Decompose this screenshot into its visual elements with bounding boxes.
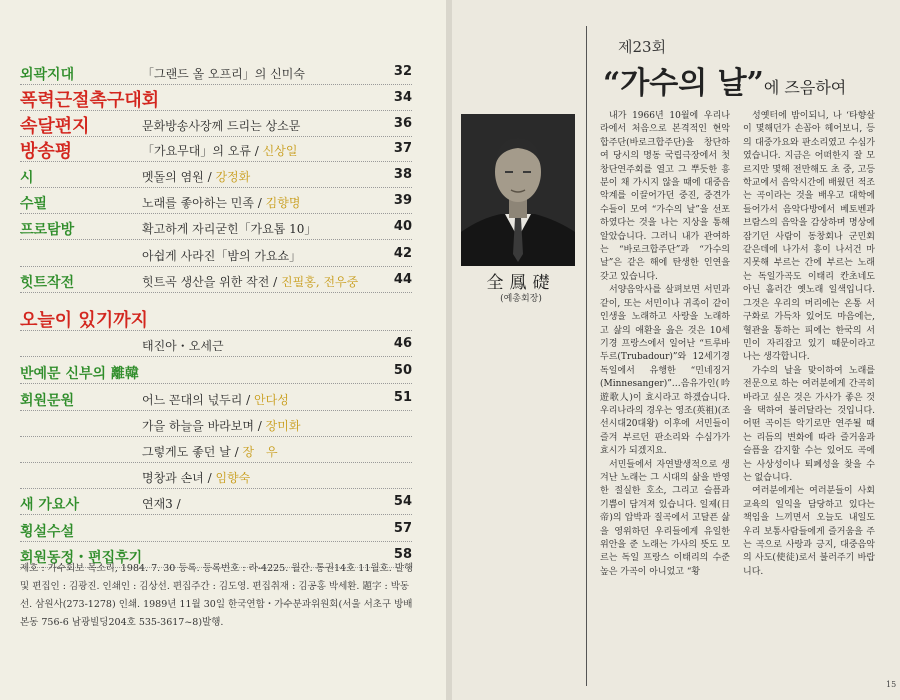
toc-author: 장 우 xyxy=(242,445,278,459)
toc-title-text: 연재3 / xyxy=(142,497,181,511)
toc-section: 힛트작전 xyxy=(20,275,75,291)
toc-title-text: 아쉽게 사라진「밤의 가요쇼」 xyxy=(142,249,302,263)
toc-divider xyxy=(20,110,412,111)
toc-divider xyxy=(20,462,412,463)
toc-title-text: 그렇게도 좋던 날 / xyxy=(142,445,243,459)
toc-title-text: 멧돌의 염원 / xyxy=(142,170,216,184)
portrait-illustration xyxy=(461,114,575,266)
toc-entry xyxy=(0,191,448,213)
toc-entry xyxy=(0,466,448,488)
toc-author: 김향명 xyxy=(265,196,301,210)
toc-title xyxy=(142,220,316,237)
toc-section: 횡설수설 xyxy=(20,524,75,540)
toc-page-number: 54 xyxy=(393,494,412,509)
toc-author: 신상일 xyxy=(262,144,298,158)
toc-entry xyxy=(0,114,448,136)
toc-title-text: 어느 꼰대의 넋두리 / xyxy=(142,393,255,407)
toc-page-number: 57 xyxy=(393,521,412,536)
toc-section: 수필 xyxy=(20,196,48,212)
toc-divider xyxy=(20,187,412,188)
toc-section: 시 xyxy=(20,170,34,186)
toc-page-number: 38 xyxy=(393,167,412,182)
toc-divider xyxy=(20,436,412,437)
article-paragraph: 서민들에서 자연발생적으로 생겨난 노래는 그 시대의 삶을 반영한 절실한 호소, 그리고 슬픔과 기쁨이 담겨져 있습니다. 일제(日帝)의 압박과 질곡에서 고달픈 삶을 영위하던 우리들에게 유일한 위안을 준 노래는 가사의 뜻도 모르는 독일 프랑스 이태리의 수준높은 가곡이 아니었고 “황 xyxy=(600,459,730,577)
toc-divider xyxy=(20,488,412,489)
toc-section: 새 가요사 xyxy=(20,497,79,513)
toc-entry xyxy=(0,217,448,239)
toc-page-number: 34 xyxy=(393,90,412,105)
toc-divider xyxy=(20,514,412,515)
toc-title xyxy=(142,247,301,264)
toc-page-number: 50 xyxy=(393,363,412,378)
toc-section: 외곽지대 xyxy=(20,67,75,83)
toc-title xyxy=(142,417,300,434)
article-column-1 xyxy=(600,110,730,690)
toc-divider xyxy=(20,136,412,137)
toc-title-text: 태진아・오세근 xyxy=(142,339,224,353)
toc-entry xyxy=(0,308,448,330)
toc-divider xyxy=(20,541,412,542)
toc-section: 방송평 xyxy=(20,141,73,162)
toc-page-number: 51 xyxy=(393,390,412,405)
portrait-photo xyxy=(461,114,575,266)
toc-title-text: 문화방송사장께 드리는 상소문 xyxy=(142,119,301,133)
toc-title xyxy=(142,443,278,460)
article-title-suffix: 에 즈음하여 xyxy=(763,78,847,97)
toc-entry xyxy=(0,414,448,436)
toc-divider xyxy=(20,161,412,162)
article-paragraph: 여러분에게는 여러분들이 사회교육의 일익을 담당하고 있다는 책임을 느끼면서 오늘도 내일도 우리 보통사람들에게 즐거움을 주는 곡으로 사랑과 긍지, 대중음악의 사도(使徒)로서 불러주기 바랍니다. xyxy=(743,486,875,577)
toc-divider xyxy=(20,410,412,411)
toc-entry xyxy=(0,88,448,110)
person-role: (예총회장) xyxy=(500,294,542,304)
toc-title-text: 「가요무대」의 오류 / xyxy=(142,144,263,158)
article-paragraph: 서양음악사를 살펴보면 서민과 같이, 또는 서민이나 귀족이 같이 인생을 노래하고 사랑을 노래하고 삶의 애환을 읊은 것은 10세기경 프랑스에서 일어난 “트루바두르(Trubadour)”와 12세기경 독일에서 유행한 “민네징거(Minnesanger)”…음유가인(吟遊歌人)이 효시라고 하겠습니다. 우리나라의 경우는 영조(英祖)(조선시대20대왕) 이후에 서민들이 즐겨 부르던 판소리와 수심가가 효시가 되겠지요. xyxy=(600,285,730,457)
toc-page-number: 42 xyxy=(393,246,412,261)
column-rule xyxy=(586,26,587,686)
toc-title xyxy=(142,273,358,290)
imprint-text: 제호 : 가수회보 목소리, 1984. 7. 30 등록. 등록번호 : 라-4225. 월간. 통권14호 11월호. 발행및 편집인 : 김광진. 인쇄인 : 김상선. 편집주간 : 김도영. 편집취재 : 김공홍 박세환. 題字 : 박동선. 삼원사(273-1278) 인쇄. 1989년 11월 30일 한국연합・가수분과위원회(서울 서초구 방배본동 756-6 남광빌딩204호 535-3617~8)발행. xyxy=(20,563,414,628)
toc-entry xyxy=(0,62,448,84)
toc-title xyxy=(142,337,224,354)
toc-title-text: 확고하게 자리굳힌「가요톱 10」 xyxy=(142,222,317,236)
toc-author: 안다성 xyxy=(254,393,289,407)
toc-section: 오늘이 있기까지 xyxy=(20,310,148,331)
article-paragraph: 내가 1966년 10월에 우리나라에서 처음으로 본격적인 현악합주단(바로크합주단)을 창단하여 당시의 명동 국립극장에서 첫 창단연주회를 열고 그 뿌듯한 흥분이 채 가시지 않을 때에 대중음악계를 이끌어가던 중진, 중견가수들이 모여 “가수의 날”을 선포하였다는 것을 나는 지상을 통해 알았습니다. 그러니 내가 관여하는 “바로크합주단”과 “가수의 날”은 같은 해에 탄생한 인연을 갖고 있습니다. xyxy=(600,111,730,282)
toc-page-number: 37 xyxy=(393,141,412,156)
toc-entry xyxy=(0,440,448,462)
toc-title xyxy=(142,168,250,185)
article-title-main: “가수의 날” xyxy=(603,66,764,101)
toc-entry xyxy=(0,519,448,541)
article-title xyxy=(603,58,846,102)
toc-divider xyxy=(20,383,412,384)
toc-title-text: 가을 하늘을 바라보며 / xyxy=(142,419,266,433)
toc-page-number: 44 xyxy=(393,272,412,287)
toc-divider xyxy=(20,356,412,357)
toc-page-number: 46 xyxy=(393,336,412,351)
article-subtitle: 제23회 xyxy=(618,38,667,56)
article-column-2 xyxy=(743,110,875,680)
toc-entry xyxy=(0,361,448,383)
article-paragraph: 성옛터에 밤이되니, 나 ‘타향살이 몇해던가 손꼽아 헤어보니, 등의 대중가요와 판소리였고 수심가였습니다. 지금은 어떠한지 잘 모르지만 몇해 전만해도 초 중, 고등학교에서 음악시간에 배웠던 적조는 곡이라는 것을 배우고 대학에 들어가서 음악다방에서 베토벤과 브람스의 음악을 감상하며 명상에 잠기던 사람이 동창회나 군민회 같은데에 나가서 흥이 나서건 마지못해 부르는 간에 부르는 노래는 독일가곡도 이태리 칸초네도 아닌 흘러간 옛노래 일색입니다. 그것은 우리의 머리에는 온통 서구화로 가득차 있어도 마음에는, 혈관을 통하는 피에는 한국의 서민이 자리잡고 있기 때문이라고 나는 생각합니다. xyxy=(743,111,875,363)
article-paragraph: 가수의 날을 맞이하여 노래를 전문으로 하는 여러분에게 간곡히 바라고 싶은 것은 가사가 좋은 것을 택하여 불러달라는 것입니다. 어떤 곡이든 악기로만 연주될 때는 리듬의 변화에 따라 즐거움과 슬픔을 감지할 수는 있어도 곡에는 사상성이나 퇴폐성을 찾을 수는 없습니다. xyxy=(743,365,875,483)
toc-divider xyxy=(20,330,412,331)
toc-entry xyxy=(0,244,448,266)
toc-title-text: 노래를 좋아하는 민족 / xyxy=(142,196,266,210)
toc-divider xyxy=(20,239,412,240)
toc-entry xyxy=(0,270,448,292)
person-name: 全鳳礎 xyxy=(486,273,556,293)
toc-section: 회원동정・편집후기 xyxy=(20,550,143,566)
toc-page-number: 58 xyxy=(393,547,412,562)
toc-author: 강정화 xyxy=(215,170,251,184)
toc-title xyxy=(142,65,305,82)
toc-page-number: 36 xyxy=(393,116,412,131)
toc-page-number: 39 xyxy=(393,193,412,208)
toc-title xyxy=(142,391,289,408)
toc-section: 속달편지 xyxy=(20,116,90,137)
toc-author: 장미화 xyxy=(265,419,301,433)
toc-title xyxy=(142,495,181,512)
toc-section: 프로탐방 xyxy=(20,222,75,238)
toc-page-number: 40 xyxy=(393,219,412,234)
toc-author: 진필홍, 전우중 xyxy=(281,275,359,289)
toc-page-number: 32 xyxy=(393,64,412,79)
toc-divider xyxy=(20,292,412,293)
toc-divider xyxy=(20,84,412,85)
toc-author: 임향숙 xyxy=(215,471,251,485)
toc-section: 폭력근절촉구대회 xyxy=(20,90,160,111)
toc-title xyxy=(142,142,297,159)
toc-divider xyxy=(20,213,412,214)
toc-title-text: 「그랜드 올 오프리」의 신미숙 xyxy=(142,67,305,81)
toc-section: 반예문 신부의 離韓 xyxy=(20,366,139,382)
toc-entry xyxy=(0,139,448,161)
toc-divider xyxy=(20,266,412,267)
toc-title xyxy=(142,469,250,486)
toc-title xyxy=(142,117,300,134)
toc-title-text: 힛트곡 생산을 위한 작전 / xyxy=(142,275,282,289)
toc-entry xyxy=(0,165,448,187)
toc-entry xyxy=(0,388,448,410)
toc-section: 회원문원 xyxy=(20,393,75,409)
page-number: 15 xyxy=(886,680,897,689)
toc-title-text: 명창과 손녀 / xyxy=(142,471,216,485)
toc-entry xyxy=(0,492,448,514)
toc-entry xyxy=(0,334,448,356)
toc-title xyxy=(142,194,300,211)
